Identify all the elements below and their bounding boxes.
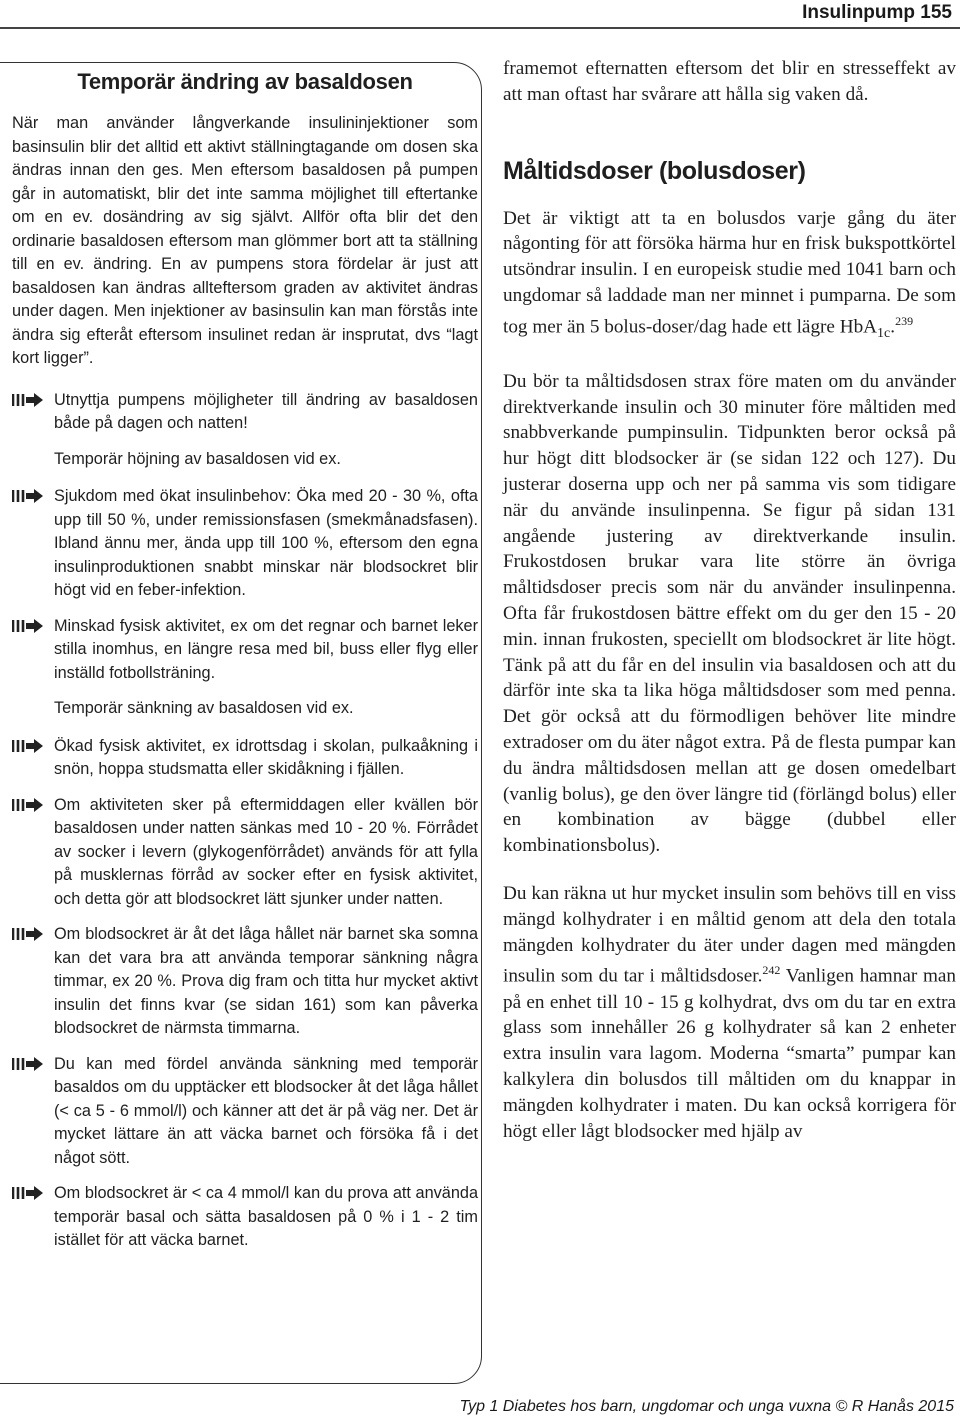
bullet-text: Minskad fysisk aktivitet, ex om det regnar och barnet leker stilla inomhus, en längre resa med bil, buss eller flyg eller inställd fotbollsträning. xyxy=(54,616,478,682)
paragraph-continued: framemot efternatten eftersom det blir en stresseffekt av att man oftast har svårare att hålla sig vaken då. xyxy=(503,58,956,105)
paragraph: Du bör ta måltidsdosen strax före maten om du använder direktverkande insulin och 30 minuter före måltiden med snabbverkande pumpinsulin. Tidpunkten beror också på hur högt ditt blodsocker är (se sidan 122 och 127). Du justerar doserna upp och ner på samma vis som tidigare när du använde insulinpenna. Se figur på sidan 131 angående justering av direktverkande insulin. Frukostdosen brukar vara lite större än övriga måltidsdoser precis som när du använder insulinpenna. Ofta får frukostdosen bättre effekt om du ger den 15 - 20 min. innan frukosten, speciellt om blodsockret är lite högt. Tänk på att du får en del insulin via basaldosen och att du därför inte ska ta lika höga måltidsdoser som med penna. Det gör också att du förmodligen behöver lite mindre extradoser om du äter något extra. På de flesta pumpar kan du ändra måltidsdosen mellan att ge dosen omedelbart (vanlig bolus), ge den över längre tid (förlängd bolus) eller en kombination av bägge (dubbel eller kombinationsbolus). xyxy=(503,370,956,857)
header-rule xyxy=(0,27,960,29)
arrow-bullet-icon xyxy=(12,618,46,634)
list-item xyxy=(12,794,478,912)
bullet-text: Ökad fysisk aktivitet, ex idrottsdag i skolan, pulkaåkning i snön, hoppa studsmatta eller skidåkning i fjällen. xyxy=(54,736,478,778)
right-column xyxy=(503,56,956,1144)
paragraph xyxy=(503,881,956,1144)
subhead-raise: Temporär höjning av basaldosen vid ex. xyxy=(54,449,341,468)
arrow-bullet-icon xyxy=(12,738,46,754)
section-heading: Måltidsdoser (bolusdoser) xyxy=(503,156,806,185)
list-item xyxy=(12,735,478,782)
arrow-bullet-icon xyxy=(12,797,46,813)
bullet-text: Om aktiviteten sker på eftermiddagen eller kvällen bör basaldosen under natten sänkas med 10 - 20 %. Förrådet av socker i levern (glykogenförrådet) används för att fylla på musklernas förråd av socker efter en fysisk aktivitet, och detta gör att blodsockret lätt sjunker under natten. xyxy=(54,795,478,908)
arrow-bullet-icon xyxy=(12,1185,46,1201)
bullet-text: Du kan med fördel använda sänkning med temporär basaldos om du upptäcker ett blodsocker åt det låga hållet (< ca 5 - 6 mmol/l) och känner att det är på väg ner. Det är mycket lättare än att väcka barnet och försöka få i det något sött. xyxy=(54,1054,478,1167)
arrow-bullet-icon xyxy=(12,392,46,408)
list-item xyxy=(12,389,478,436)
page-header xyxy=(0,0,960,28)
paragraph-text: Du kan räkna ut hur mycket insulin som behövs till en viss mängd kolhydrater i en måltid genom att dela den totala mängden kolhydrater du äter under dagen med mängden insulin som du tar i måltidsdoser. xyxy=(503,882,956,987)
info-box xyxy=(12,66,478,1265)
bullet-list-raise xyxy=(12,485,478,685)
list-item xyxy=(12,1053,478,1171)
list-item xyxy=(12,923,478,1041)
bullet-text: Om blodsockret är åt det låga hållet när barnet ska somna kan det vara bra att använda temporar sänkning några timmar, ex 20 %. Prova dig fram och titta hur mycket aktivt insulin det finns kvar (se sidan 161) som kan påverka blodsockret de närmsta timmarna. xyxy=(54,925,478,1037)
paragraph-text: . xyxy=(890,316,896,338)
arrow-bullet-icon xyxy=(12,488,46,504)
bullet-text: Utnyttja pumpens möjligheter till ändring av basaldosen både på dagen och natten! xyxy=(54,390,478,432)
paragraph-text: Det är viktigt att ta en bolusdos varje gång du äter någonting för att försöka härma hur en frisk bukspottkörtel utsöndrar insulin. I en europeisk studie med 1041 barn och ungdomar så laddade man ner minnet i pumparna. De som tog mer än 5 bolus-doser/dag hade ett lägre HbA xyxy=(503,207,956,338)
bullet-list-lower xyxy=(12,735,478,1253)
subhead-lower: Temporär sänkning av basaldosen vid ex. xyxy=(54,699,354,717)
bullet-list-main xyxy=(12,389,478,436)
box-intro: När man använder långverkande insulininjektioner som basinsulin blir det alltid ett aktivt ställningtagande om dosen ska ändras innan den ges. Men eftersom basaldosen på pumpen går in automatiskt, blir det inte samma möjlighet till eftertanke om en ev. dosändring av sig självt. Allför ofta blir det den ordinarie basaldosen eftersom man glömmer bort att ta ställning till en ev. ändring. En av pumpens stora fördelar är just att basaldosen kan ändras allteftersom graden av aktivitet ändras under dagen. Men injektioner av basinsulin kan man förstås inte ändra sig efteråt eftersom insulinet redan är insprutat, dvs “lagt kort ligger”. xyxy=(12,114,478,367)
list-item xyxy=(12,1182,478,1253)
subscript: 1c xyxy=(877,326,891,341)
arrow-bullet-icon xyxy=(12,926,46,942)
page-footer: Typ 1 Diabetes hos barn, ungdomar och unga vuxna © R Hanås 2015 xyxy=(459,1398,954,1415)
box-title: Temporär ändring av basaldosen xyxy=(77,69,413,94)
paragraph-text: Vanligen hamnar man på en enhet till 10 - 15 g kolhydrat, dvs om du tar en extra glass som innehåller 26 g kolhydrater så kan 2 enheter extra insulin vara lagom. Moderna “smarta” pumpar kan kalkylera din bolusdos till måltiden om du knappar in mängden kolhydrater i maten. Du kan också korrigera för högt eller lågt blodsocker med hjälp av xyxy=(503,965,956,1142)
arrow-bullet-icon xyxy=(12,1056,46,1072)
list-item xyxy=(12,485,478,603)
bullet-text: Sjukdom med ökat insulinbehov: Öka med 20 - 30 %, ofta upp till 50 %, under remissionsfasen (smekmånadsfasen). Ibland ännu mer, ända upp till 100 %, eftersom den egna insulinproduktionen snabbt minskar när blodsockret blir högt vid en feber-infektion. xyxy=(54,487,478,599)
bullet-text: Om blodsockret är < ca 4 mmol/l kan du prova att använda temporär basal och sätta basaldosen på 0 % i 1 - 2 tim istället för att väcka barnet. xyxy=(54,1184,478,1249)
reference-number: 239 xyxy=(895,313,914,328)
reference-number: 242 xyxy=(762,963,781,978)
list-item xyxy=(12,615,478,686)
paragraph xyxy=(503,206,956,347)
running-header: Insulinpump 155 xyxy=(802,2,952,23)
